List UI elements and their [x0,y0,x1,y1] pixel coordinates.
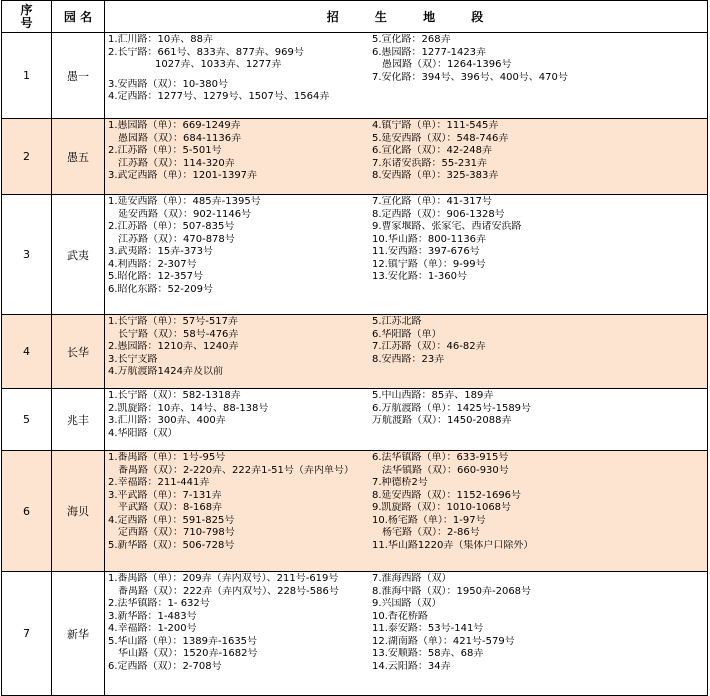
segment-line: 1.番禺路（单）：1号-95号 [108,452,226,463]
segment-line: 2.长宁路：661号、833弄、877弄、969号 [108,46,304,58]
segment-line: 7.江苏路（双）：46-82弄 [372,341,486,352]
segment-line: 5.江苏北路 [372,316,422,327]
segments-right-column [369,389,707,450]
segment-line: 杨宅路（双）：2-86号 [382,527,480,538]
row-number: 5 [2,389,52,450]
segment-line: 愚园路（双）：1264-1396号 [382,59,512,70]
segment-line: 2.江苏路（单）：5-501号 [108,145,222,156]
header-no-line2: 号 [20,15,33,30]
segment-line: 5.华山路（单）：1389弄-1635号 [108,635,258,647]
table-row [1,33,708,119]
kindergarten-name: 兆丰 [52,389,105,450]
row-number: 7 [2,572,52,695]
segment-line: 14.云阳路：34弄 [372,660,451,672]
segments-cell [105,195,707,314]
segment-line: 华山路（双）：1520弄-1682号 [118,648,258,659]
segment-line: 3.平武路（单）：7-131弄 [108,489,222,501]
segment-line: 8.安西路（单）：325-383弄 [372,170,499,181]
segments-right-column [369,451,707,571]
segment-line: 4.镇宁路（单）：111-545弄 [372,120,499,131]
segments-left-column [105,315,369,388]
table-row [1,315,708,389]
segment-line: 3.长宁支路 [108,353,158,365]
segment-line: 1.汇川路：10弄、88弄 [108,34,213,45]
segments-cell [105,389,707,450]
segment-line: 1.番禺路（单）：209弄（弄内双号）、211号-619号 [108,573,339,584]
segment-line: 7.东诸安浜路：55-231弄 [372,157,487,169]
segment-line: 3.新华路：1-483号 [108,610,197,622]
segment-line: 9.曹家堰路、张家宅、西诸安浜路 [372,221,522,232]
segment-line: 11.泰安路：53号-141号 [372,623,484,634]
segment-line: 番禺路（双）：2-220弄、222弄1-51号（弄内单号） [118,464,354,476]
segments-right-column [369,315,707,388]
segment-line: 1.长宁路（单）：57号-517弄 [108,316,238,327]
segment-line: 1.愚园路（单）：669-1249弄 [108,120,241,131]
segments-right-column [369,119,707,194]
segment-line: 8.淮海中路（双）：1950弄-2068号 [372,585,532,597]
kindergarten-name: 长华 [52,315,105,388]
row-number: 4 [2,315,52,388]
segment-line: 3.安西路（双）：10-380号 [108,78,228,90]
segment-line: 4.利西路：2-307号 [108,258,197,270]
segment-line: 愚园路（双）：684-1136弄 [118,132,242,144]
segments-cell [105,315,707,388]
segment-line: 11.安西路：397-676号 [372,246,480,257]
segment-line: 8.定西路（双）：906-1328号 [372,208,505,220]
segment-line: 11.华山路1220弄（集体户口除外） [372,539,534,551]
segment-line: 平武路（双）：8-168弄 [118,502,223,513]
segment-line: 6.定西路（双）：2-708号 [108,660,222,672]
kindergarten-name: 武夷 [52,195,105,314]
segment-line: 4.定西路：1277号、1279号、1507号、1564弄 [108,91,330,102]
segment-line: 6.万航渡路（单）：1425号-1589号 [372,402,532,414]
segment-line: 1.延安西路（单）：485弄-1395号 [108,196,261,207]
row-number: 2 [2,119,52,194]
segment-line: 5.昭化路：12-357号 [108,271,203,282]
segment-line: 2.凯旋路：10弄、14号、88-138号 [108,402,269,414]
header-no [2,1,52,32]
segment-line: 8.安西路：23弄 [372,353,445,365]
segment-line: 番禺路（双）：222弄（弄内双号）、228号-586号 [118,585,339,597]
segments-cell [105,33,707,118]
segment-line: 12.镇宁路（单）：9-99号 [372,258,486,270]
table-row [1,119,708,195]
table-row [1,572,708,696]
segments-left-column [105,33,369,118]
header-name: 园 名 [52,1,105,32]
row-number: 3 [2,195,52,314]
segment-line: 江苏路（双）：114-320弄 [118,157,235,169]
table-row [1,389,708,451]
segment-line: 8.延安西路（双）：1152-1696号 [372,489,522,501]
segment-line: 2.幸福路：211-441弄 [108,477,210,488]
segments-left-column [105,572,369,695]
segments-left-column [105,119,369,194]
segment-line: 1027弄、1033弄、1277弄 [155,59,282,70]
segments-right-column [369,195,707,314]
enrollment-table [1,0,708,696]
kindergarten-name: 新华 [52,572,105,695]
segment-line: 2.江苏路（单）：507-835号 [108,221,235,232]
segments-left-column [105,195,369,314]
segment-line: 9.兴国路（双） [372,598,442,609]
segment-line: 6.愚园路：1277-1423弄 [372,46,487,58]
segment-line: 延安西路（双）：902-1146号 [118,208,252,220]
segment-line: 长宁路（双）：58号-476弄 [118,328,239,340]
header-no-line1: 序 [20,2,33,17]
table-row [1,195,708,315]
segment-line: 5.延安西路（双）：548-746弄 [372,132,509,144]
kindergarten-name: 愚五 [52,119,105,194]
segment-line: 9.凯旋路（双）：1010-1068号 [372,502,512,513]
segment-line: 10.香花桥路 [372,610,428,622]
segment-line: 4.幸福路：1-200号 [108,623,197,634]
segment-line: 12.湖南路（单）：421号-579号 [372,635,515,647]
segment-line: 定西路（双）：710-798号 [118,527,235,538]
segment-line: 5.中山西路：85弄、189弄 [372,390,494,401]
kindergarten-name: 海贝 [52,451,105,571]
segments-right-column [369,33,707,118]
segment-line: 6.昭化东路：52-209号 [108,283,213,295]
segments-cell [105,572,707,695]
segment-line: 10.华山路：800-1136弄 [372,233,487,245]
segment-line: 2.法华镇路：1- 632号 [108,598,210,609]
segment-line: 4.万航渡路1424弄及以前 [108,366,223,377]
segment-line: 7.种德桥2号 [372,477,428,488]
segment-line: 3.汇川路：300弄、400弄 [108,415,226,426]
table-body [1,33,708,696]
segment-line: 1.长宁路（双）：582-1318弄 [108,390,241,401]
segment-line: 6.法华镇路（单）：633-915号 [372,452,509,463]
segment-line: 4.定西路（单）：591-825号 [108,514,235,526]
segments-right-column [369,572,707,695]
table-row [1,451,708,572]
segment-line: 13.安顺路：58弄、68弄 [372,648,484,659]
segments-cell [105,119,707,194]
segment-line: 7.淮海西路（双） [372,573,452,584]
header-segments [105,1,707,32]
row-number: 1 [2,33,52,118]
segments-cell [105,451,707,571]
segment-line: 6.宣化路（双）：42-248弄 [372,145,492,156]
segments-left-column [105,389,369,450]
segment-line: 13.安化路：1-360号 [372,271,467,282]
segment-line: 6.华阳路（单） [372,328,442,340]
segment-line: 7.安化路：394号、396号、400号、470号 [372,71,568,83]
line-gap [108,72,367,79]
row-number: 6 [2,451,52,571]
segment-line: 3.武夷路：15弄-373号 [108,246,213,257]
segment-line: 5.新华路（双）：506-728号 [108,539,235,551]
segment-line: 法华镇路（双）：660-930号 [382,464,509,476]
segment-line: 江苏路（双）：470-878号 [118,233,235,245]
segments-left-column [105,451,369,571]
segment-line: 3.武定西路（单）：1201-1397弄 [108,170,258,181]
segment-line: 2.愚园路：1210弄、1240弄 [108,341,239,352]
segment-line: 7.宣化路（单）：41-317号 [372,196,492,207]
segment-line: 万航渡路（双）：1450-2088弄 [372,415,512,426]
segment-line: 5.宣化路：268弄 [372,34,451,45]
segment-line: 4.华阳路（双） [108,427,178,439]
segment-line: 10.杨宅路（单）：1-97号 [372,514,486,526]
header-segments-label: 招 生 地 段 [326,10,486,24]
table-header [1,0,708,33]
kindergarten-name: 愚一 [52,33,105,118]
